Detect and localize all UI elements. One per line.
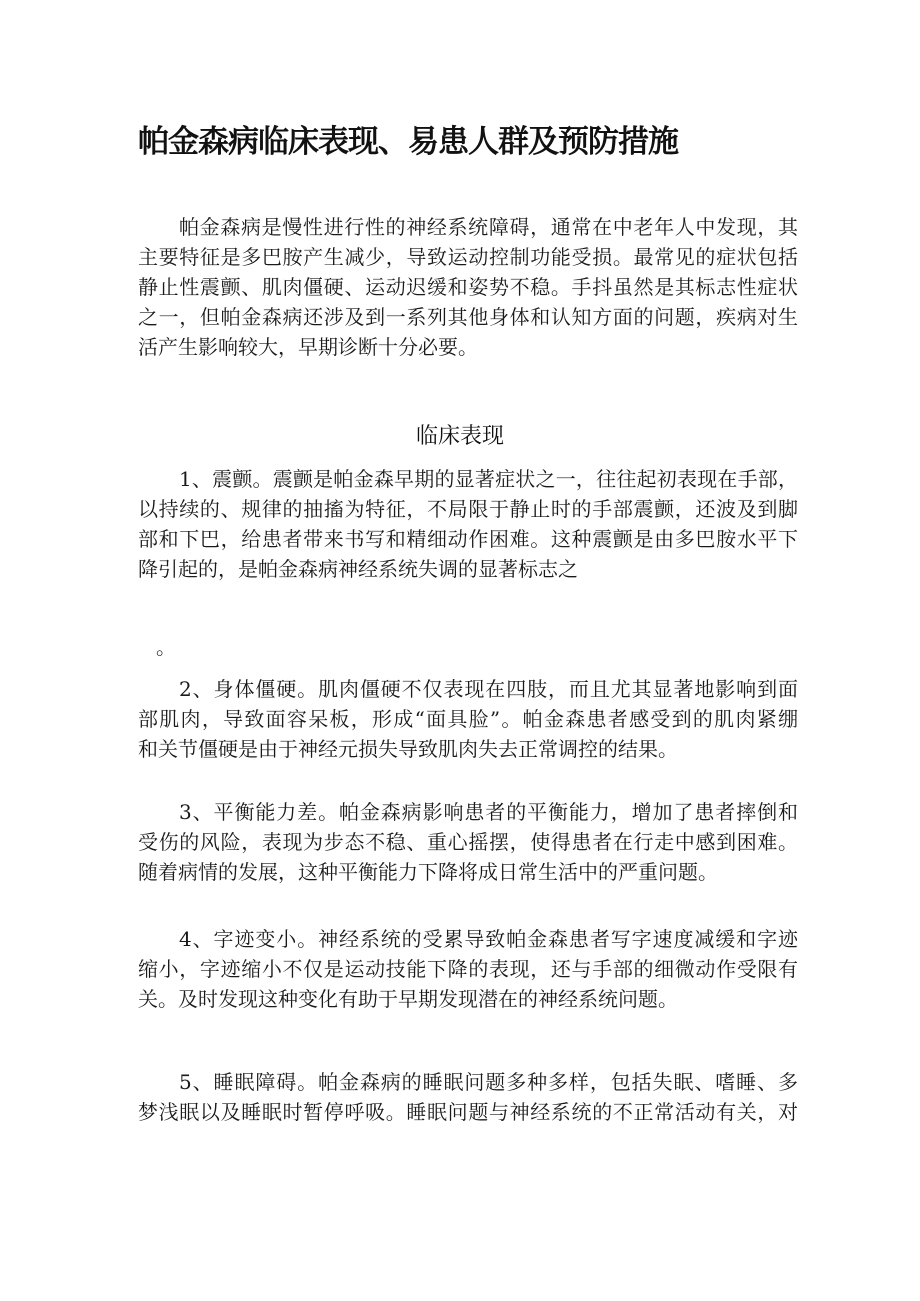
paragraph-line: 3、平衡能力差。帕金森病影响患者的平衡能力，增加了患者摔倒和 (179, 800, 798, 824)
paragraph-line: 4、字迹变小。神经系统的受累导致帕金森患者写字速度减缓和字迹 (179, 927, 798, 951)
paragraph-line: 以持续的、规律的抽搐为特征，不局限于静止时的手部震颤，还波及到脚 (138, 497, 798, 521)
paragraph-line: 降引起的，是帕金森病神经系统失调的显著标志之 (138, 557, 578, 581)
paragraph-line: 静止性震颤、肌肉僵硬、运动迟缓和姿势不稳。手抖虽然是其标志性症状 (138, 275, 798, 299)
paragraph-line: 5、睡眠障碍。帕金森病的睡眠问题多种多样，包括失眠、嗜睡、多 (179, 1070, 798, 1094)
symptom-item-5 (138, 1067, 798, 1127)
paragraph-line: 帕金森病是慢性进行性的神经系统障碍，通常在中老年人中发现，其 (179, 215, 798, 239)
paragraph-line: 1、震颤。震颤是帕金森早期的显著症状之一，往往起初表现在手部， (179, 467, 798, 491)
paragraph-line: 受伤的风险，表现为步态不稳、重心摇摆，使得患者在行走中感到困难。 (138, 830, 798, 854)
symptom-item-4 (138, 924, 798, 1014)
paragraph-line: 随着病情的发展，这种平衡能力下降将成日常生活中的严重问题。 (138, 860, 718, 884)
paragraph-line: 2、身体僵硬。肌肉僵硬不仅表现在四肢，而且尤其显著地影响到面 (179, 677, 798, 701)
paragraph-line: 之一，但帕金森病还涉及到一系列其他身体和认知方面的问题，疾病对生 (138, 305, 798, 329)
paragraph-line: 关。及时发现这种变化有助于早期发现潜在的神经系统问题。 (138, 987, 678, 1011)
paragraph-line: 缩小，字迹缩小不仅是运动技能下降的表现，还与手部的细微动作受限有 (138, 957, 798, 981)
symptom-item-1 (138, 464, 798, 584)
symptom-item-2 (138, 674, 798, 764)
orphan-punctuation: 。 (156, 635, 176, 659)
paragraph-line: 部肌肉，导致面容呆板，形成“面具脸”。帕金森患者感受到的肌肉紧绷 (138, 707, 798, 731)
section-heading: 临床表现 (415, 424, 504, 449)
document-title: 帕金森病临床表现、易患人群及预防措施 (138, 124, 678, 160)
paragraph-line: 和关节僵硬是由于神经元损失导致肌肉失去正常调控的结果。 (138, 737, 678, 761)
intro-paragraph (138, 212, 798, 362)
symptom-item-3 (138, 797, 798, 887)
paragraph-line: 部和下巴，给患者带来书写和精细动作困难。这种震颤是由多巴胺水平下 (138, 527, 798, 551)
paragraph-line: 活产生影响较大，早期诊断十分必要。 (138, 335, 478, 359)
paragraph-line: 梦浅眠以及睡眠时暂停呼吸。睡眠问题与神经系统的不正常活动有关，对 (138, 1100, 798, 1124)
paragraph-line: 主要特征是多巴胺产生减少，导致运动控制功能受损。最常见的症状包括 (138, 245, 798, 269)
